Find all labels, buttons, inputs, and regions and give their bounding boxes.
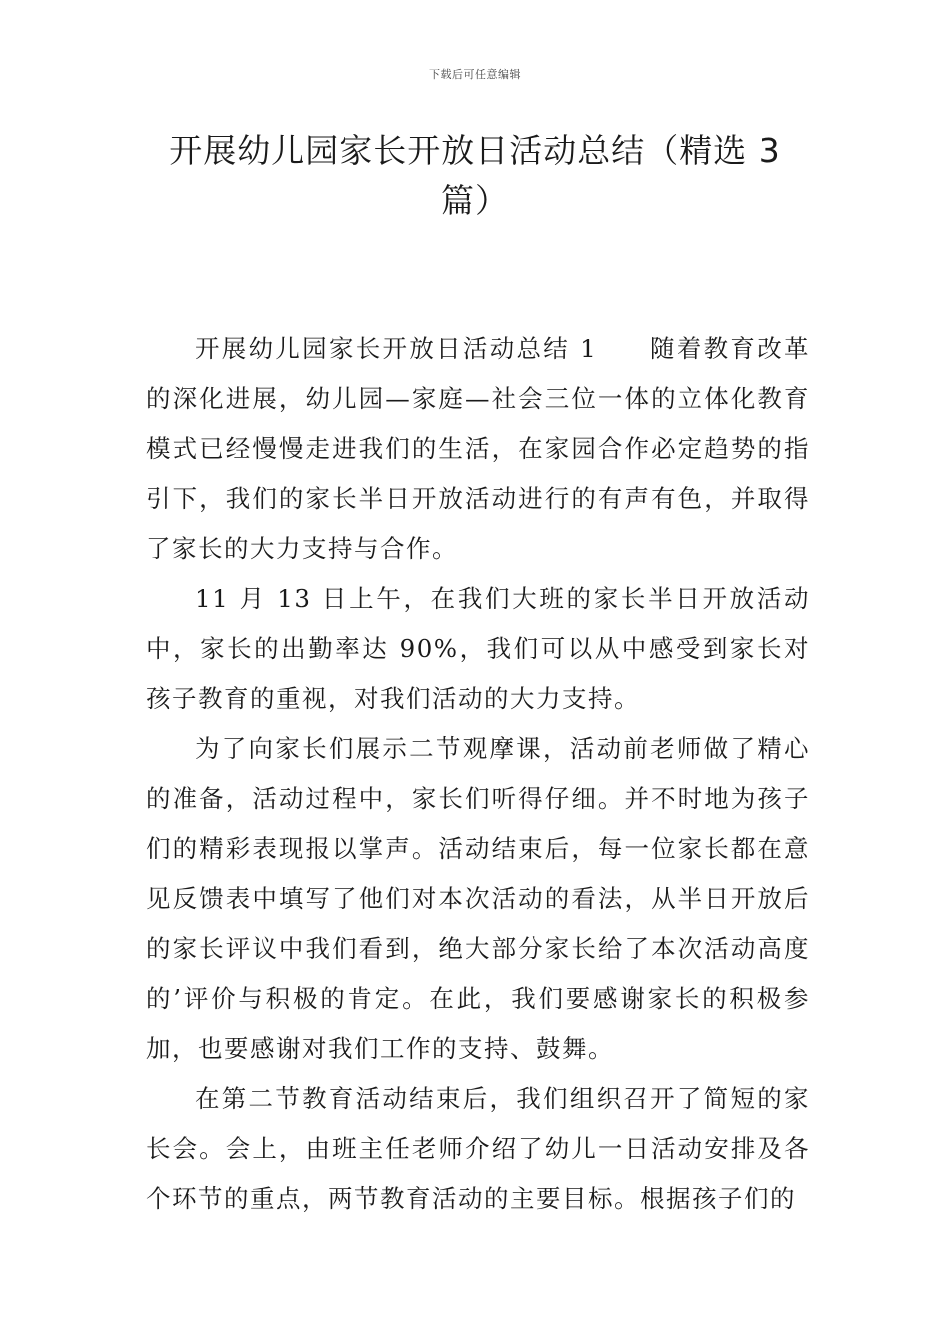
document-title: 开展幼儿园家长开放日活动总结（精选 3 篇） <box>169 131 781 220</box>
paragraph-1-text: 随着教育改革的深化进展，幼儿园—家庭—社会三位一体的立体化教育模式已经慢慢走进我们的生活，在家园合作必定趋势的指引下，我们的家长半日开放活动进行的有声有色，并取得了家长的大力支持与合作。 <box>146 334 810 563</box>
paragraph-3: 为了向家长们展示二节观摩课，活动前老师做了精心的准备，活动过程中，家长们听得仔细。并不时地为孩子们的精彩表现报以掌声。活动结束后，每一位家长都在意见反馈表中填写了他们对本次活动的看法，从半日开放后的家长评议中我们看到，绝大部分家长给了本次活动高度的’评价与积极的肯定。在此，我们要感谢家长的积极参加，也要感谢对我们工作的支持、鼓舞。 <box>146 734 810 1063</box>
paragraph-2: 11 月 13 日上午，在我们大班的家长半日开放活动中，家长的出勤率达 90%，我们可以从中感受到家长对孩子教育的重视，对我们活动的大力支持。 <box>146 584 810 713</box>
page-header-note: 下载后可任意编辑 <box>429 68 521 81</box>
document-body <box>146 324 810 1224</box>
paragraph-4: 在第二节教育活动结束后，我们组织召开了简短的家长会。会上，由班主任老师介绍了幼儿一日活动安排及各个环节的重点，两节教育活动的主要目标。根据孩子们的 <box>146 1084 810 1213</box>
section-heading: 开展幼儿园家长开放日活动总结 1 <box>195 334 598 363</box>
paragraph-1 <box>146 324 810 574</box>
